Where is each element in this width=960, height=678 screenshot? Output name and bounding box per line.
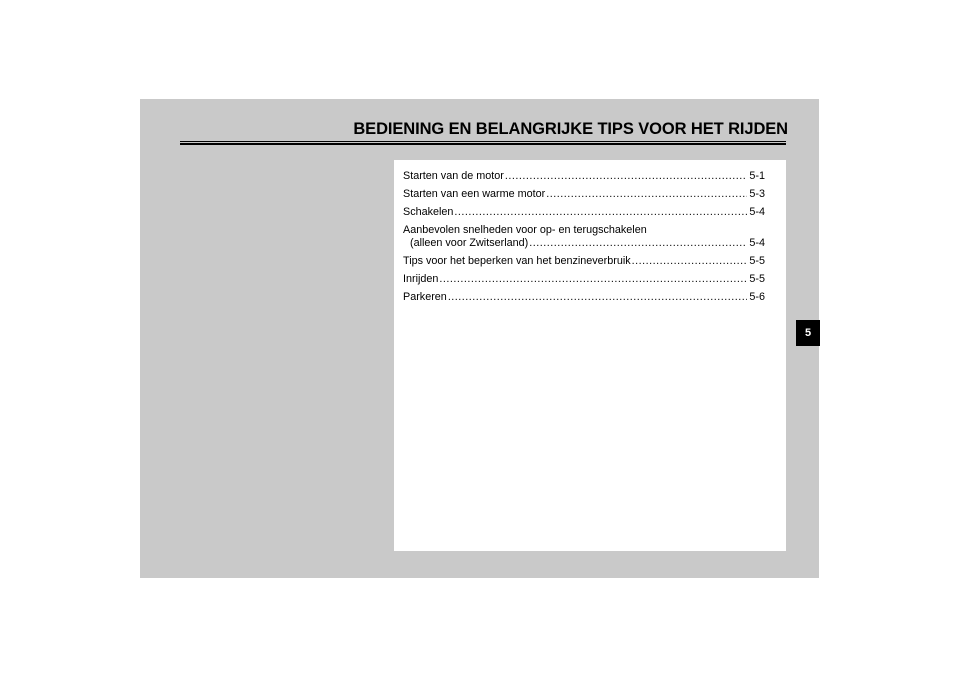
toc-dot-leader (546, 188, 747, 201)
toc-entry-starten-van-de-motor[interactable] (403, 170, 765, 183)
title-rule (180, 141, 786, 145)
toc-entry-aanbevolen-snelheden[interactable] (403, 224, 765, 250)
toc-dot-leader (448, 291, 748, 304)
toc-entry-text: Tips voor het beperken van het benzineverbruik (403, 255, 631, 267)
toc-entry-page: 5-5 (749, 255, 765, 267)
toc-entry-text: Starten van de motor (403, 170, 504, 182)
toc-entry-page: 5-1 (749, 170, 765, 182)
toc-entry-page: 5-3 (749, 188, 765, 200)
toc-dot-leader (454, 206, 747, 219)
toc-entry-schakelen[interactable] (403, 206, 765, 219)
toc-entry-inrijden[interactable] (403, 273, 765, 286)
toc-entry-text: Starten van een warme motor (403, 188, 546, 200)
toc-dot-leader (505, 170, 748, 183)
toc-dot-leader (439, 273, 747, 286)
chapter-title: BEDIENING EN BELANGRIJKE TIPS VOOR HET RIJDEN (353, 120, 788, 138)
toc-entry-text: Inrijden (403, 273, 439, 285)
toc-dot-leader (632, 255, 748, 268)
toc-entry-page: 5-5 (749, 273, 765, 285)
toc-entry-parkeren[interactable] (403, 291, 765, 304)
toc-dot-leader (529, 237, 747, 250)
chapter-tab[interactable]: 5 (796, 320, 820, 346)
toc-entry-tips-benzineverbruik[interactable] (403, 255, 765, 268)
toc-entry-page: 5-4 (749, 206, 765, 218)
toc-entry-starten-van-een-warme-motor[interactable] (403, 188, 765, 201)
table-of-contents (403, 170, 765, 309)
toc-entry-text: Parkeren (403, 291, 447, 303)
toc-entry-page: 5-6 (749, 291, 765, 303)
toc-entry-page: 5-4 (749, 237, 765, 249)
toc-entry-text: Schakelen (403, 206, 454, 218)
toc-entry-text-line1: Aanbevolen snelheden voor op- en terugschakelen (403, 224, 647, 236)
toc-entry-text: (alleen voor Zwitserland) (410, 237, 529, 249)
